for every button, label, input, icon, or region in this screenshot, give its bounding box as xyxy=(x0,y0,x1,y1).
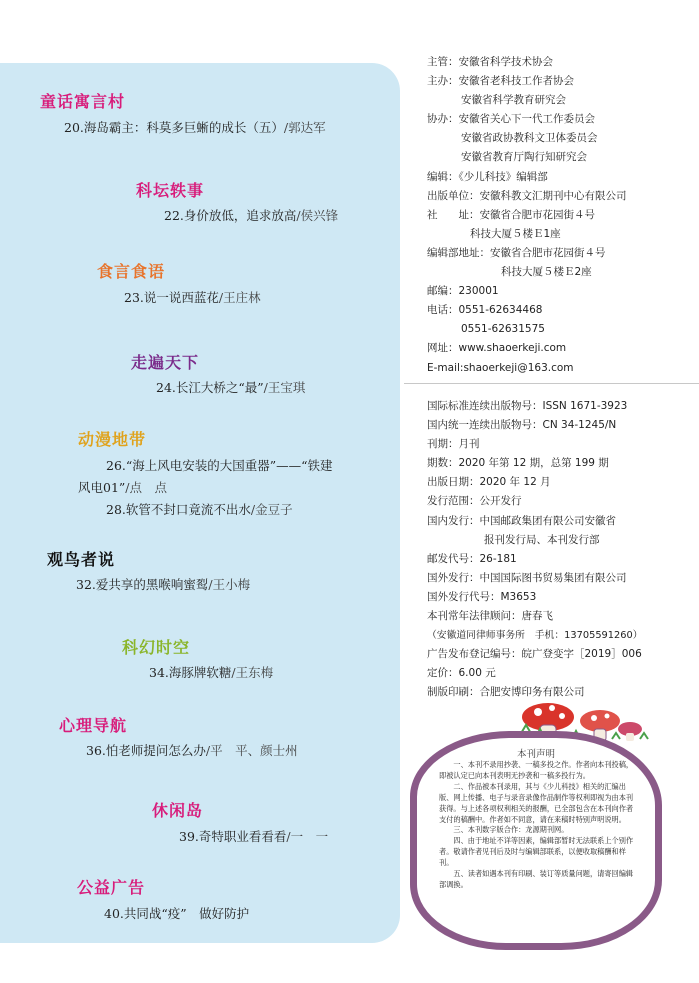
info-line: 国外发行：中国国际图书贸易集团有限公司 xyxy=(427,571,627,584)
notice-body xyxy=(439,760,637,891)
toc-section xyxy=(0,175,400,223)
toc-entry[interactable]: 风电01”/点 点 xyxy=(78,480,168,495)
info-line: 编辑：《少儿科技》编辑部 xyxy=(427,170,548,183)
publisher-info xyxy=(427,53,627,378)
notice-box xyxy=(400,695,665,950)
info-line: 国内统一连续出版物号：CN 34-1245/N xyxy=(427,419,617,432)
toc-entry[interactable]: 32.爱共享的黑喉响蜜䴕/王小梅 xyxy=(76,577,251,592)
info-line: 国内发行：中国邮政集团有限公司安徽省 xyxy=(427,514,616,527)
toc-section xyxy=(0,423,400,523)
info-line: 安徽省教育厅陶行知研究会 xyxy=(461,151,587,164)
toc-entry[interactable]: 39.奇特职业看看看/一 一 xyxy=(179,829,329,844)
notice-paragraph: 三、本刊数字版合作：龙源期刊网。 xyxy=(453,825,569,835)
info-line: 安徽省政协教科文卫体委员会 xyxy=(461,132,598,145)
info-line: 定价：6.00 元 xyxy=(427,667,496,680)
section-title: 食言食语 xyxy=(97,262,166,281)
toc-section xyxy=(0,346,400,395)
info-line: 刊期：月刊 xyxy=(427,438,480,451)
toc-section xyxy=(0,256,400,305)
info-line: 科技大厦５楼Ｅ1座 xyxy=(470,227,561,240)
divider xyxy=(404,383,699,384)
notice-frame xyxy=(410,731,662,950)
info-line: 国际标准连续出版物号：ISSN 1671-3923 xyxy=(427,400,628,412)
toc-section xyxy=(0,710,400,758)
info-line: 科技大厦５楼Ｅ2座 xyxy=(501,266,592,279)
notice-title: 本刊声明 xyxy=(516,749,555,760)
email-link[interactable]: E-mail:shaoerkeji@163.com xyxy=(427,361,574,374)
section-title: 休闲岛 xyxy=(152,801,204,820)
info-line: 编辑部地址：安徽省合肥市花园街４号 xyxy=(427,246,606,259)
info-line: 社 址：安徽省合肥市花园街４号 xyxy=(427,208,595,221)
section-title: 童话寓言村 xyxy=(40,92,126,111)
info-line: 主办：安徽省老科技工作者协会 xyxy=(427,75,574,88)
info-line: 广告发布登记编号：皖广登变字［2019］006 xyxy=(427,648,642,661)
info-line: 国外发行代号：M3653 xyxy=(427,590,537,603)
section-title: 公益广告 xyxy=(77,878,146,897)
section-title: 心理导航 xyxy=(59,716,128,735)
section-title: 科坛轶事 xyxy=(136,181,205,200)
toc-entry[interactable]: 34.海豚牌软糖/王东梅 xyxy=(149,665,274,680)
info-line: 报刊发行局、本刊发行部 xyxy=(484,533,600,546)
toc-section xyxy=(0,631,400,680)
toc-section xyxy=(0,796,400,844)
section-title: 走遍天下 xyxy=(131,353,200,372)
section-title: 科幻时空 xyxy=(122,638,191,657)
toc-entry[interactable]: 23.说一说西蓝花/王庄林 xyxy=(124,290,261,305)
notice-paragraph: 二、作品被本刊录用，其与《少儿科技》相关的汇编出版、网上传播、电子与录音录像作品制作等权利即视为由本刊获得。与上述各项权利相关的报酬，已全部包含在本刊向作者支付的稿酬中。作者如不同意，请在来稿时特别声明说明。 xyxy=(439,781,634,824)
toc-entry[interactable]: 24.长江大桥之“最”/王宝琪 xyxy=(156,380,306,395)
notice-paragraph: 一、本刊不录用抄袭、一稿多投之作。作者向本刊投稿，即被认定已向本刊表明无抄袭和一稿多投行为。 xyxy=(439,760,634,780)
toc-entry[interactable]: 26.“海上风电安装的大国重器”——“铁建 xyxy=(106,458,333,473)
info-line: 制版印刷：合肥安博印务有限公司 xyxy=(427,686,585,699)
info-line: 电话：0551-62634468 xyxy=(427,304,543,317)
info-line: 协办：安徽省关心下一代工作委员会 xyxy=(427,113,595,126)
info-line: 邮编：230001 xyxy=(427,285,499,298)
info-line: 出版日期：2020 年 12 月 xyxy=(427,476,551,489)
toc-section xyxy=(0,543,400,592)
notice-paragraph: 四、由于地址不详等因素，编辑部暂时无法联系上个别作者。敬请作者见刊后及时与编辑部联系，以便收取稿酬和样刊。 xyxy=(439,836,634,868)
toc-section xyxy=(0,873,400,921)
info-line: 出版单位：安徽科教文汇期刊中心有限公司 xyxy=(427,189,627,202)
info-line: 本刊常年法律顾问：唐春飞 xyxy=(427,610,553,623)
info-line: 主管：安徽省科学技术协会 xyxy=(427,56,553,68)
info-line: 0551-62631575 xyxy=(461,323,545,336)
notice-paragraph: 五、读者如遇本刊有印刷、装订等质量问题，请寄回编辑部调换。 xyxy=(439,869,634,889)
section-title: 动漫地带 xyxy=(78,430,147,449)
toc-entry[interactable]: 36.怕老师提问怎么办/平 平、颜士州 xyxy=(86,743,298,758)
info-line: 期数：2020 年第 12 期，总第 199 期 xyxy=(427,457,609,470)
info-line: 安徽省科学教育研究会 xyxy=(461,94,566,107)
issue-info xyxy=(427,397,643,703)
info-line: 发行范围：公开发行 xyxy=(427,495,522,508)
section-title: 观鸟者说 xyxy=(47,550,116,569)
info-line: （安徽道同律师事务所 手机：13705591260） xyxy=(427,630,643,642)
toc-section xyxy=(0,85,400,135)
toc-entry[interactable]: 28.软管不封口竟流不出水/金豆子 xyxy=(106,502,293,517)
toc-entry[interactable]: 40.共同战“疫” 做好防护 xyxy=(104,906,250,921)
toc-entry[interactable]: 20.海岛霸主：科莫多巨蜥的成长（五）/郭达军 xyxy=(64,120,326,135)
info-line: 邮发代号：26-181 xyxy=(427,552,517,565)
toc-entry[interactable]: 22.身价放低，追求放高/侯兴锋 xyxy=(164,208,339,223)
website-link[interactable]: 网址：www.shaoerkeji.com xyxy=(427,342,567,355)
